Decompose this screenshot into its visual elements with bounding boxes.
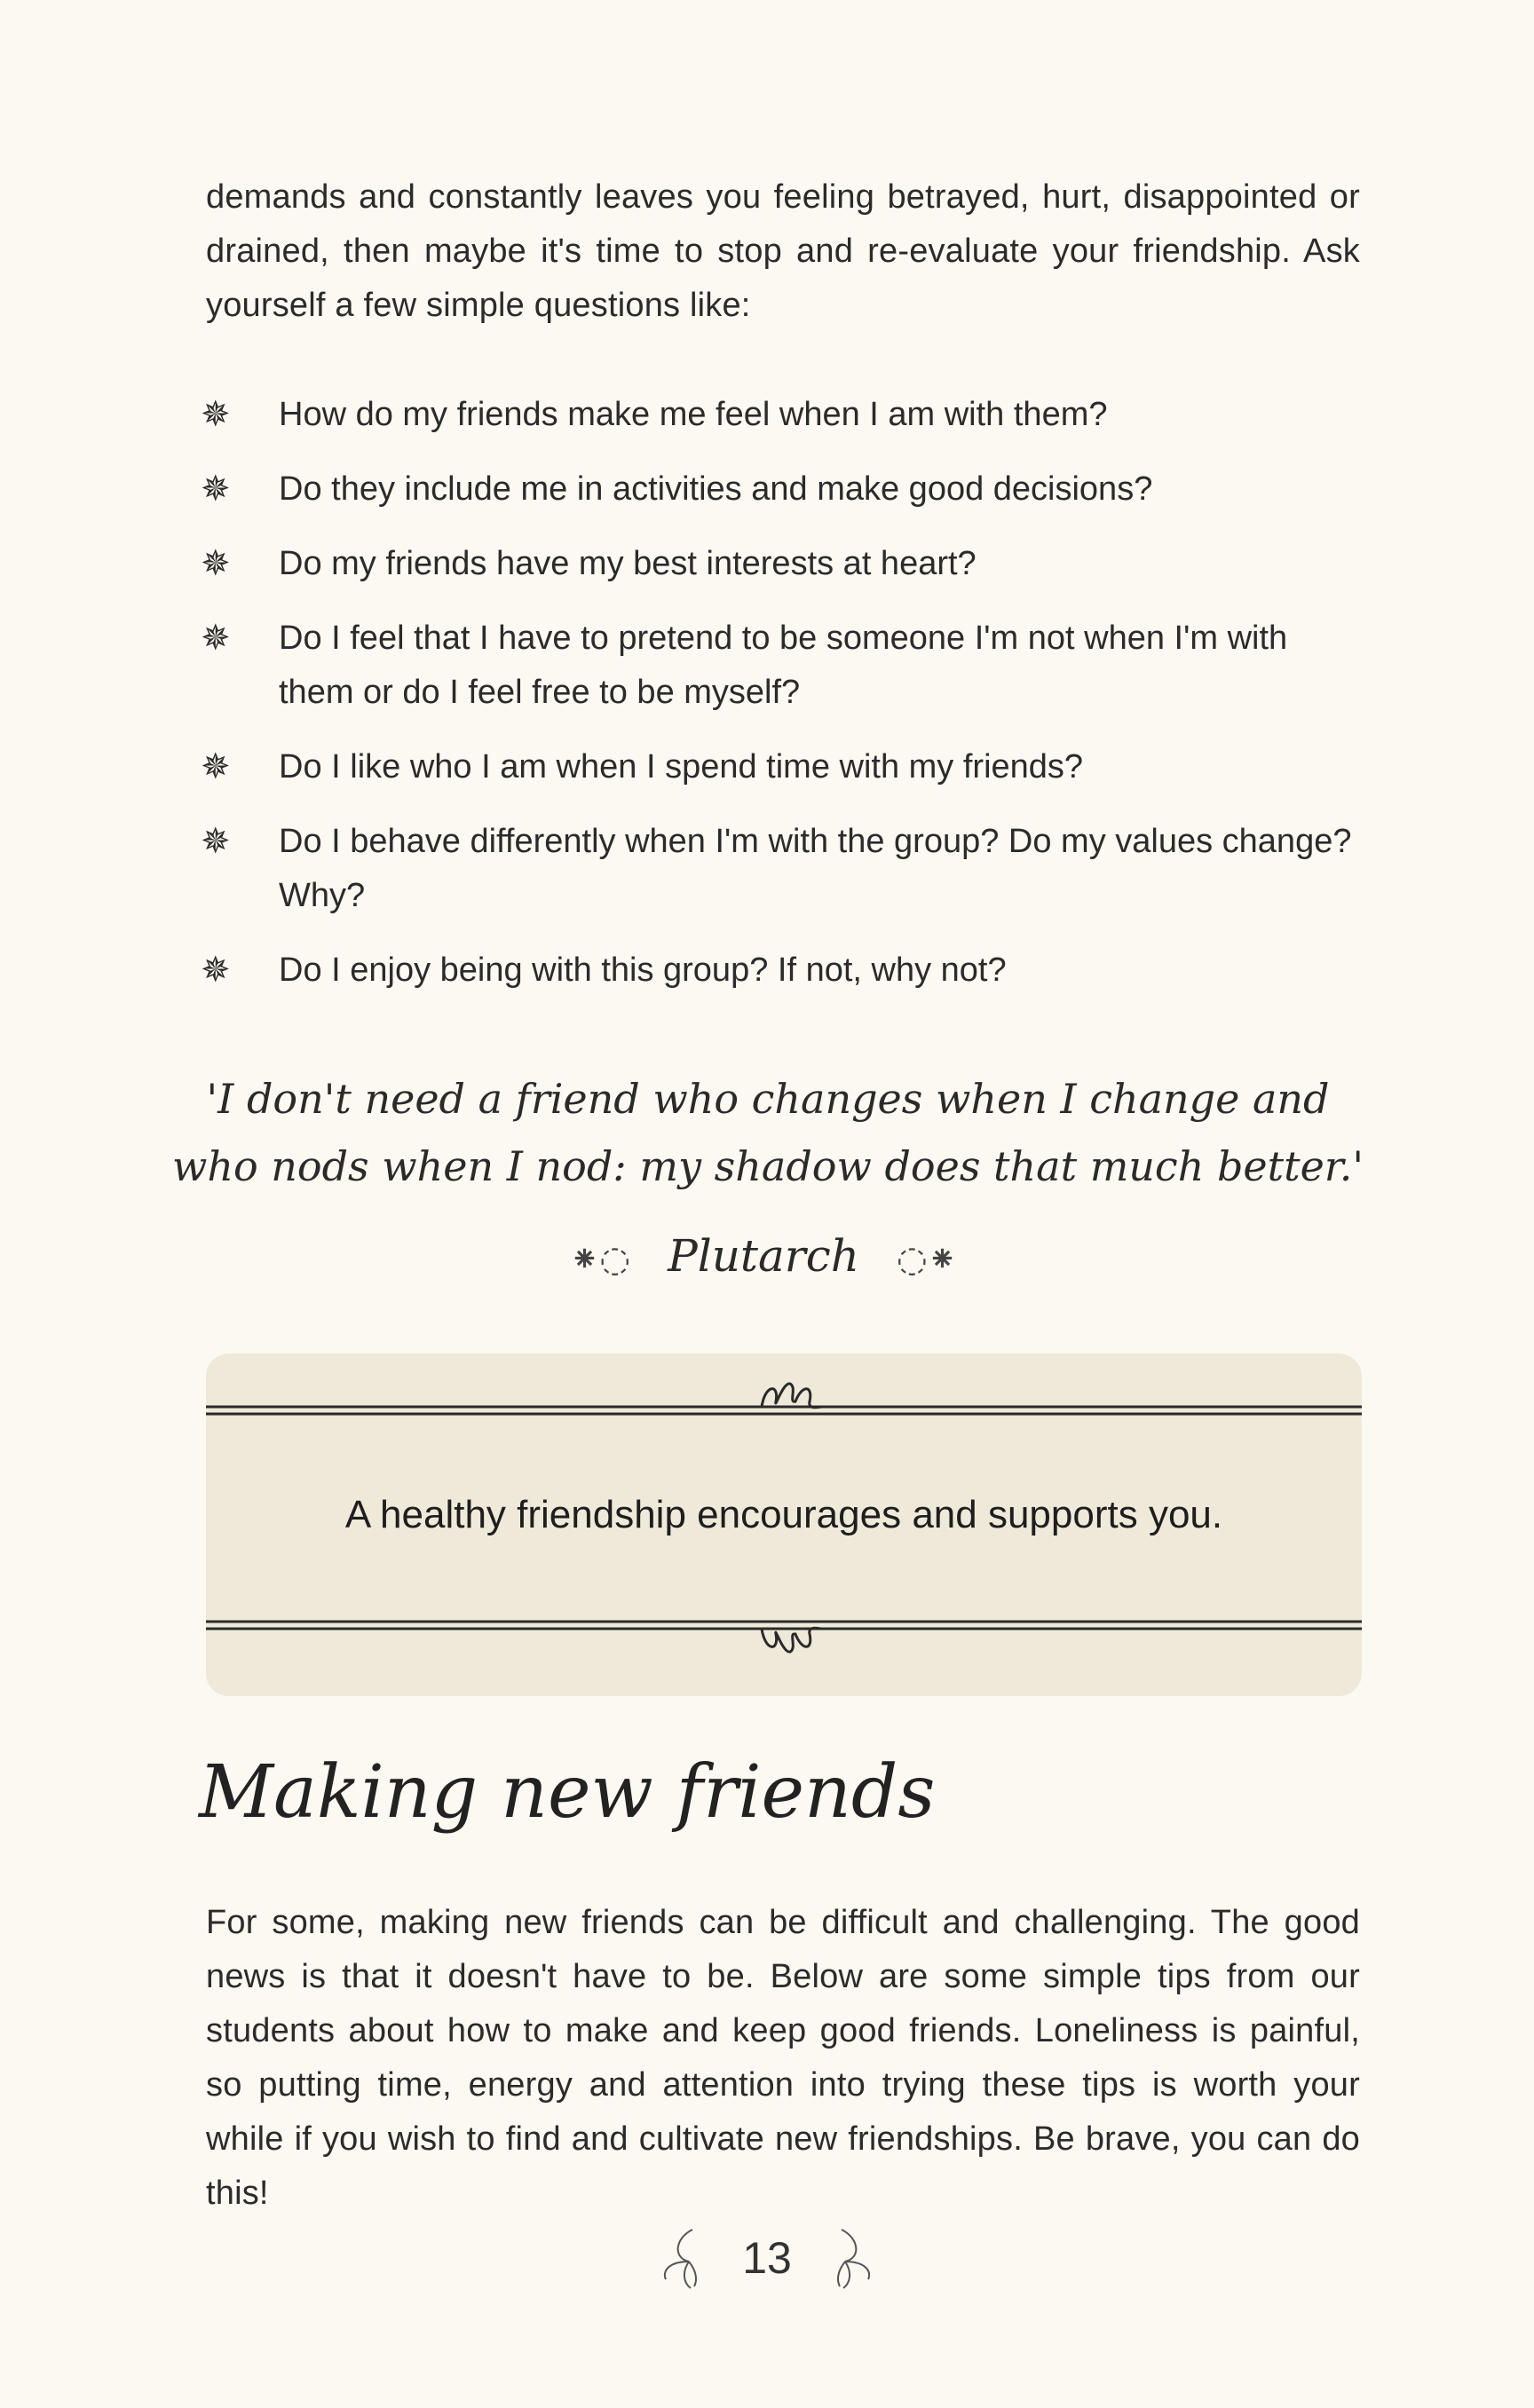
list-item-text: How do my friends make me feel when I am with them? <box>279 396 1108 433</box>
six-point-star-icon: ✵ <box>201 395 231 434</box>
six-point-star-icon: ✵ <box>201 470 231 509</box>
quote-author: Plutarch <box>668 1230 859 1282</box>
list-item-text: Do I behave differently when I'm with the group? Do my values change? Why? <box>279 823 1352 914</box>
quote-line: who nods when I nod: my shadow does that much better.' <box>171 1142 1364 1190</box>
leaf-left-icon <box>657 2222 707 2294</box>
list-item <box>197 815 1369 923</box>
six-point-star-icon: ✵ <box>201 544 231 583</box>
page-number: 13 <box>742 2232 792 2283</box>
six-point-star-icon: ✵ <box>201 822 231 861</box>
question-list <box>197 388 1369 998</box>
list-item-text: Do my friends have my best interests at heart? <box>279 545 977 582</box>
section-body-paragraph: For some, making new friends can be difficult and challenging. The good news is that it doesn't have to be. Below are some simple tips from our students about how to make and keep good friends. Loneliness is painful, so putting time, energy and attention into trying these tips is worth your while if you wish to find and cultivate new friendships. Be brave, you can do this! <box>206 1904 1360 2212</box>
flourish-right-icon: ◌⁕ <box>896 1239 958 1280</box>
ornamental-rule-bottom-icon <box>206 1611 1362 1664</box>
list-item <box>197 462 1369 517</box>
six-point-star-icon: ✵ <box>201 951 231 990</box>
page-number-footer <box>0 2219 1534 2294</box>
section-heading: Making new friends <box>199 1750 936 1835</box>
list-item-text: Do I like who I am when I spend time with my friends? <box>279 748 1084 786</box>
list-item-text: Do I feel that I have to pretend to be someone I'm not when I'm with them or do I feel free to be myself? <box>279 620 1288 711</box>
list-item <box>197 612 1369 720</box>
list-item <box>197 388 1369 442</box>
list-item <box>197 537 1369 591</box>
list-item-text: Do I enjoy being with this group? If not, why not? <box>279 951 1007 989</box>
list-item-text: Do they include me in activities and make good decisions? <box>279 470 1153 508</box>
list-item <box>197 943 1369 998</box>
quote-attribution <box>515 1225 1012 1291</box>
six-point-star-icon: ✵ <box>201 619 231 658</box>
callout-box <box>206 1354 1362 1696</box>
ornamental-rule-top-icon <box>206 1371 1362 1425</box>
callout-text: A healthy friendship encourages and supports you. <box>344 1493 1223 1536</box>
list-item <box>197 740 1369 794</box>
intro-paragraph: demands and constantly leaves you feeling betrayed, hurt, disappointed or drained, then maybe it's time to stop and re-evaluate your friendship. Ask yourself a few simple questions like: <box>206 178 1360 324</box>
quote-block <box>160 1065 1376 1200</box>
flourish-left-icon: ⁕◌ <box>569 1239 631 1280</box>
quote-line: 'I don't need a friend who changes when I change and <box>206 1075 1330 1123</box>
six-point-star-icon: ✵ <box>201 747 231 786</box>
leaf-right-icon <box>827 2222 877 2294</box>
